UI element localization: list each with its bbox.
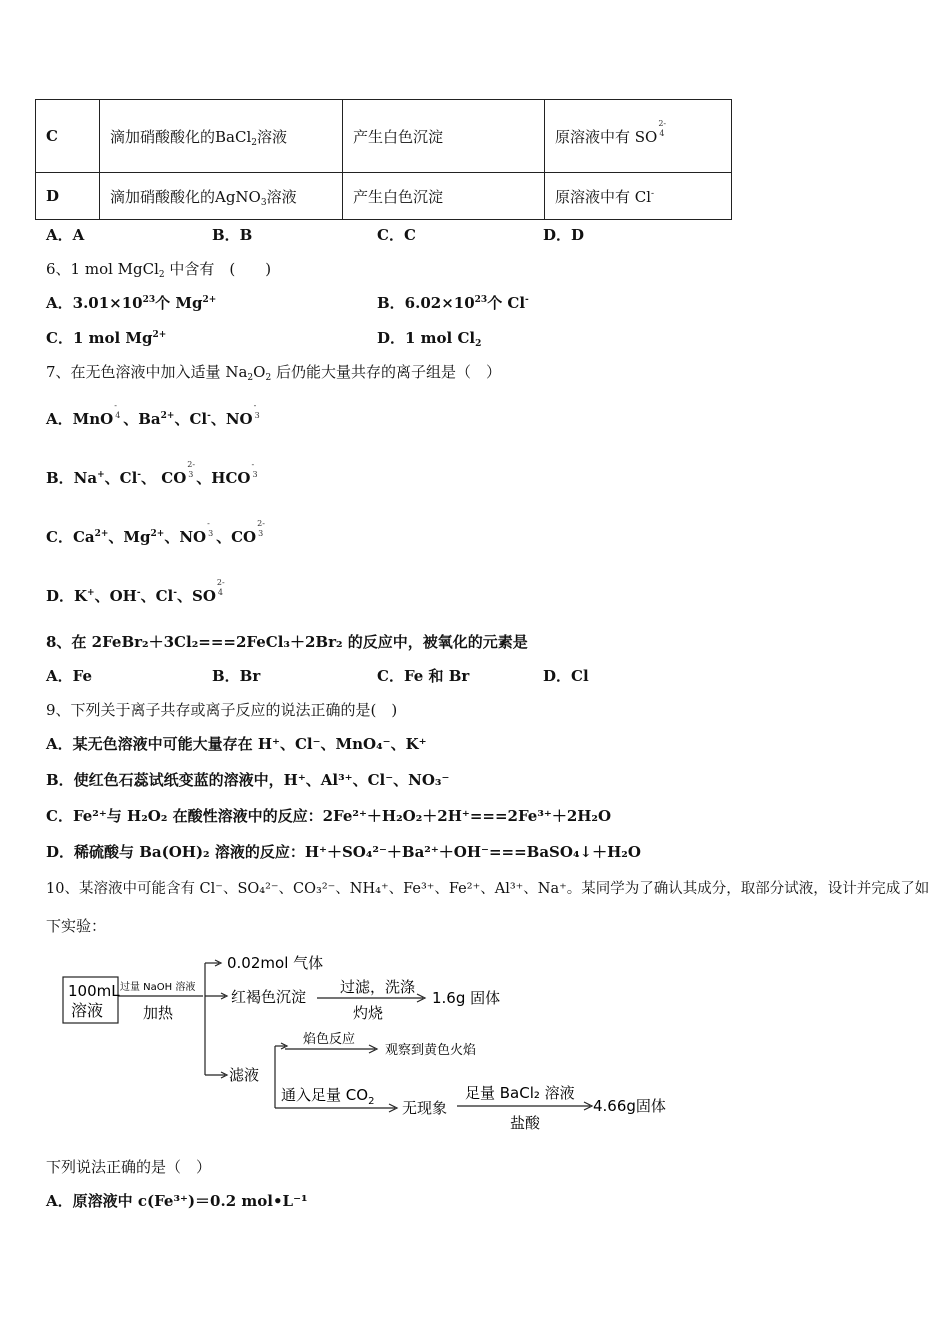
row-phenomenon: 产生白色沉淀 xyxy=(343,100,545,173)
q5-option-b[interactable]: B．B xyxy=(212,226,253,244)
row-letter: C xyxy=(36,100,100,173)
precipitate-output: 红褐色沉淀 xyxy=(231,988,307,1006)
row-conclusion: 原溶液中有 Cl- xyxy=(545,173,732,220)
filter-wash-label: 过滤，洗涤 xyxy=(340,978,416,996)
q6-option-b[interactable]: B．$6.02\times 10^{23}$个 Cl- xyxy=(377,294,529,312)
flame-result: 观察到黄色火焰 xyxy=(385,1043,477,1058)
solid-1-6g: 1.6g 固体 xyxy=(432,989,501,1007)
q6-option-c[interactable]: C．1 mol $Mg^{2+}$ xyxy=(46,329,167,347)
solid-4-66g: 4.66g固体 xyxy=(593,1097,666,1115)
q10-stem-line2: 下实验： xyxy=(46,917,107,935)
reagent-label: 过量 NaOH 溶液 xyxy=(120,982,196,993)
q7-option-c[interactable]: C．$Ca^{2+}$、$Mg^{2+}$、NO - 3 、CO 2- 3 xyxy=(46,519,265,546)
row-operation: 滴加硝酸酸化的BaCl$_2$溶液 xyxy=(100,100,343,173)
no-change-label: 无现象 xyxy=(402,1099,448,1117)
gas-output: 0.02mol 气体 xyxy=(227,954,324,972)
q7-option-d[interactable]: D．K+、OH-、Cl-、SO 2- 4 xyxy=(46,578,225,605)
box-line2: 溶液 xyxy=(71,1001,104,1020)
q10-option-a[interactable]: A．原溶液中 c(Fe³⁺)＝0.2 mol•L⁻¹ xyxy=(46,1192,308,1210)
q8-option-d[interactable]: D．Cl xyxy=(543,667,589,685)
q10-question: 下列说法正确的是（ ） xyxy=(46,1158,212,1176)
q8-option-a[interactable]: A．Fe xyxy=(46,667,93,685)
q9-option-c[interactable]: C．Fe²⁺与 H₂O₂ 在酸性溶液中的反应：2Fe²⁺＋H₂O₂＋2H⁺===2Fe³⁺＋2H₂O xyxy=(46,807,612,825)
co2-label: 通入足量 $CO_2$ xyxy=(281,1086,375,1107)
q5-option-c[interactable]: C．C xyxy=(377,226,416,244)
table-row xyxy=(36,100,732,173)
box-line1: 100mL xyxy=(68,982,120,1000)
q5-option-d[interactable]: D．D xyxy=(543,226,585,244)
q9-option-d[interactable]: D．稀硫酸与 Ba(OH)₂ 溶液的反应：H⁺＋SO₄²⁻＋Ba²⁺＋OH⁻===BaSO₄↓＋H₂O xyxy=(46,843,641,861)
q6-option-a[interactable]: A．$3.01\times 10^{23}$个 $Mg^{2+}$ xyxy=(46,294,217,312)
q9-option-a[interactable]: A．某无色溶液中可能大量存在 H⁺、Cl⁻、MnO₄⁻、K⁺ xyxy=(46,735,427,753)
q9-option-b[interactable]: B．使红色石蕊试纸变蓝的溶液中，H⁺、Al³⁺、Cl⁻、NO₃⁻ xyxy=(46,771,450,789)
hcl-label: 盐酸 xyxy=(510,1114,541,1132)
q10-stem-line1: 10、某溶液中可能含有 Cl⁻、SO₄²⁻、CO₃²⁻、NH₄⁺、Fe³⁺、Fe²⁺、Al³⁺、Na⁺。某同学为了确认其成分，取部分试液，设计并完成了如 xyxy=(46,881,930,897)
row-conclusion: 原溶液中有 SO 2- 4 xyxy=(545,100,732,173)
row-operation: 滴加硝酸酸化的AgNO$_3$溶液 xyxy=(100,173,343,220)
q8-option-c[interactable]: C．Fe 和 Br xyxy=(377,667,470,685)
q6-stem: 6、1 mol MgCl$_2$ 中含有 ( ) xyxy=(46,260,272,280)
q7-stem: 7、在无色溶液中加入适量 $Na_2O_2$ 后仍能大量共存的离子组是（ ） xyxy=(46,363,501,383)
q7-option-b[interactable]: B．Na+、Cl-、 CO 2- 3 、HCO - 3 xyxy=(46,460,258,487)
q5-option-a[interactable]: A．A xyxy=(46,226,85,244)
q8-stem: 8、在 2FeBr₂＋3Cl₂===2FeCl₃＋2Br₂ 的反应中，被氧化的元素是 xyxy=(46,633,528,651)
ignite-label: 灼烧 xyxy=(353,1004,384,1022)
q6-option-d[interactable]: D．1 mol $Cl_2$ xyxy=(377,329,482,349)
row-phenomenon: 产生白色沉淀 xyxy=(343,173,545,220)
filtrate-label: 滤液 xyxy=(229,1066,260,1084)
table-row xyxy=(36,173,732,220)
row-letter: D xyxy=(36,173,100,220)
q9-stem: 9、下列关于离子共存或离子反应的说法正确的是( ) xyxy=(46,701,398,719)
q7-option-a[interactable]: A．MnO - 4 、$Ba^{2+}$、Cl-、NO - 3 xyxy=(46,401,260,428)
bacl2-label: 足量 BaCl₂ 溶液 xyxy=(465,1084,575,1102)
q8-option-b[interactable]: B．Br xyxy=(212,667,261,685)
options-table xyxy=(35,99,732,220)
experiment-flow-diagram xyxy=(55,948,695,1143)
flame-test-label: 焰色反应 xyxy=(303,1032,356,1047)
heat-label: 加热 xyxy=(143,1004,174,1022)
